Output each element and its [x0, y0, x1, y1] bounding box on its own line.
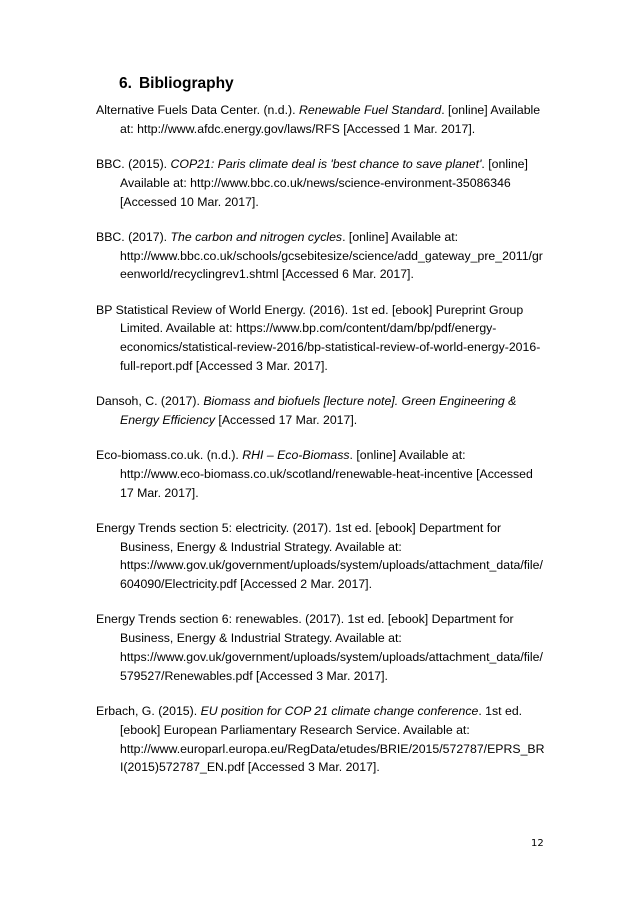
bibliography-entry [96, 228, 546, 284]
bibliography-entry [96, 392, 546, 430]
entry-text: Alternative Fuels Data Center. (n.d.). [96, 103, 299, 117]
page-number: 12 [531, 838, 544, 849]
entry-text: [Accessed 17 Mar. 2017]. [215, 412, 358, 427]
entry-text: Dansoh, C. (2017). [96, 394, 204, 409]
bibliography-entry [96, 519, 546, 594]
bibliography-entry [96, 702, 546, 777]
section-number: 6. [119, 75, 132, 92]
entry-title: COP21: Paris climate deal is 'best chance to save planet' [170, 156, 482, 171]
bibliography-entry [96, 101, 546, 139]
entry-text: . [online] Available at: http://www.afdc.energy.gov/laws/RFS [Accessed 1 Mar. 2017]. [120, 103, 541, 136]
section-title: Bibliography [138, 75, 234, 92]
entry-text: BP Statistical Review of World Energy. (2016). 1st ed. [ebook] Pureprint Group Limited. Available at: https://www.bp.com/content/dam/bp/pdf/energy-economics/statistical-review-2016/bp-statistical-review-of-world-energy-2016-full-report.pdf [Accessed 3 Mar. 2017]. [96, 302, 541, 373]
entry-title: Renewable Fuel Standard [299, 103, 442, 117]
entry-text: . [online] Available at: http://www.eco-biomass.co.uk/scotland/renewable-heat-incentive [Accessed 17 Mar. 2017]. [120, 448, 533, 500]
entry-title: The carbon and nitrogen cycles [170, 229, 343, 244]
bibliography-entry [96, 446, 546, 502]
entry-text: . [online] Available at: http://www.bbc.co.uk/news/science-environment-35086346 [Accessed 10 Mar. 2017]. [120, 156, 528, 209]
entry-title: RHI – Eco-Biomass [242, 448, 350, 463]
entry-title: EU position for COP 21 climate change conference [200, 704, 479, 719]
bibliography-entry [96, 155, 546, 211]
bibliography-list [96, 101, 546, 794]
section-heading [119, 75, 234, 93]
entry-text: Energy Trends section 6: renewables. (2017). 1st ed. [ebook] Department for Business, Energy & Industrial Strategy. Available at: https://www.gov.uk/government/uploads/system/uploads/attachment_data/file/579527/Renewables.pdf [Accessed 3 Mar. 2017]. [96, 612, 543, 683]
entry-text: Erbach, G. (2015). [96, 704, 201, 719]
bibliography-entry [96, 610, 546, 685]
entry-text: . 1st ed. [ebook] European Parliamentary Research Service. Available at: http://www.europarl.europa.eu/RegData/etudes/BRIE/2015/572787/EPRS_BRI(2015)572787_EN.pdf [Accessed 3 Mar. 2017]. [120, 704, 545, 775]
bibliography-entry [96, 301, 546, 376]
entry-text: BBC. (2015). [96, 156, 171, 171]
entry-title: Biomass and biofuels [lecture note]. Green Engineering & Energy Efficiency [120, 394, 517, 427]
entry-text: Eco-biomass.co.uk. (n.d.). [96, 448, 243, 463]
entry-text: Energy Trends section 5: electricity. (2017). 1st ed. [ebook] Department for Business, Energy & Industrial Strategy. Available at: https://www.gov.uk/government/uploads/system/uploads/attachment_data/file/604090/Electricity.pdf [Accessed 2 Mar. 2017]. [96, 520, 543, 592]
entry-text: . [online] Available at: http://www.bbc.co.uk/schools/gcsebitesize/science/add_gateway_pre_2011/greenworld/recyclingrev1.shtml [Accessed 6 Mar. 2017]. [120, 229, 543, 282]
entry-text: BBC. (2017). [96, 229, 171, 244]
